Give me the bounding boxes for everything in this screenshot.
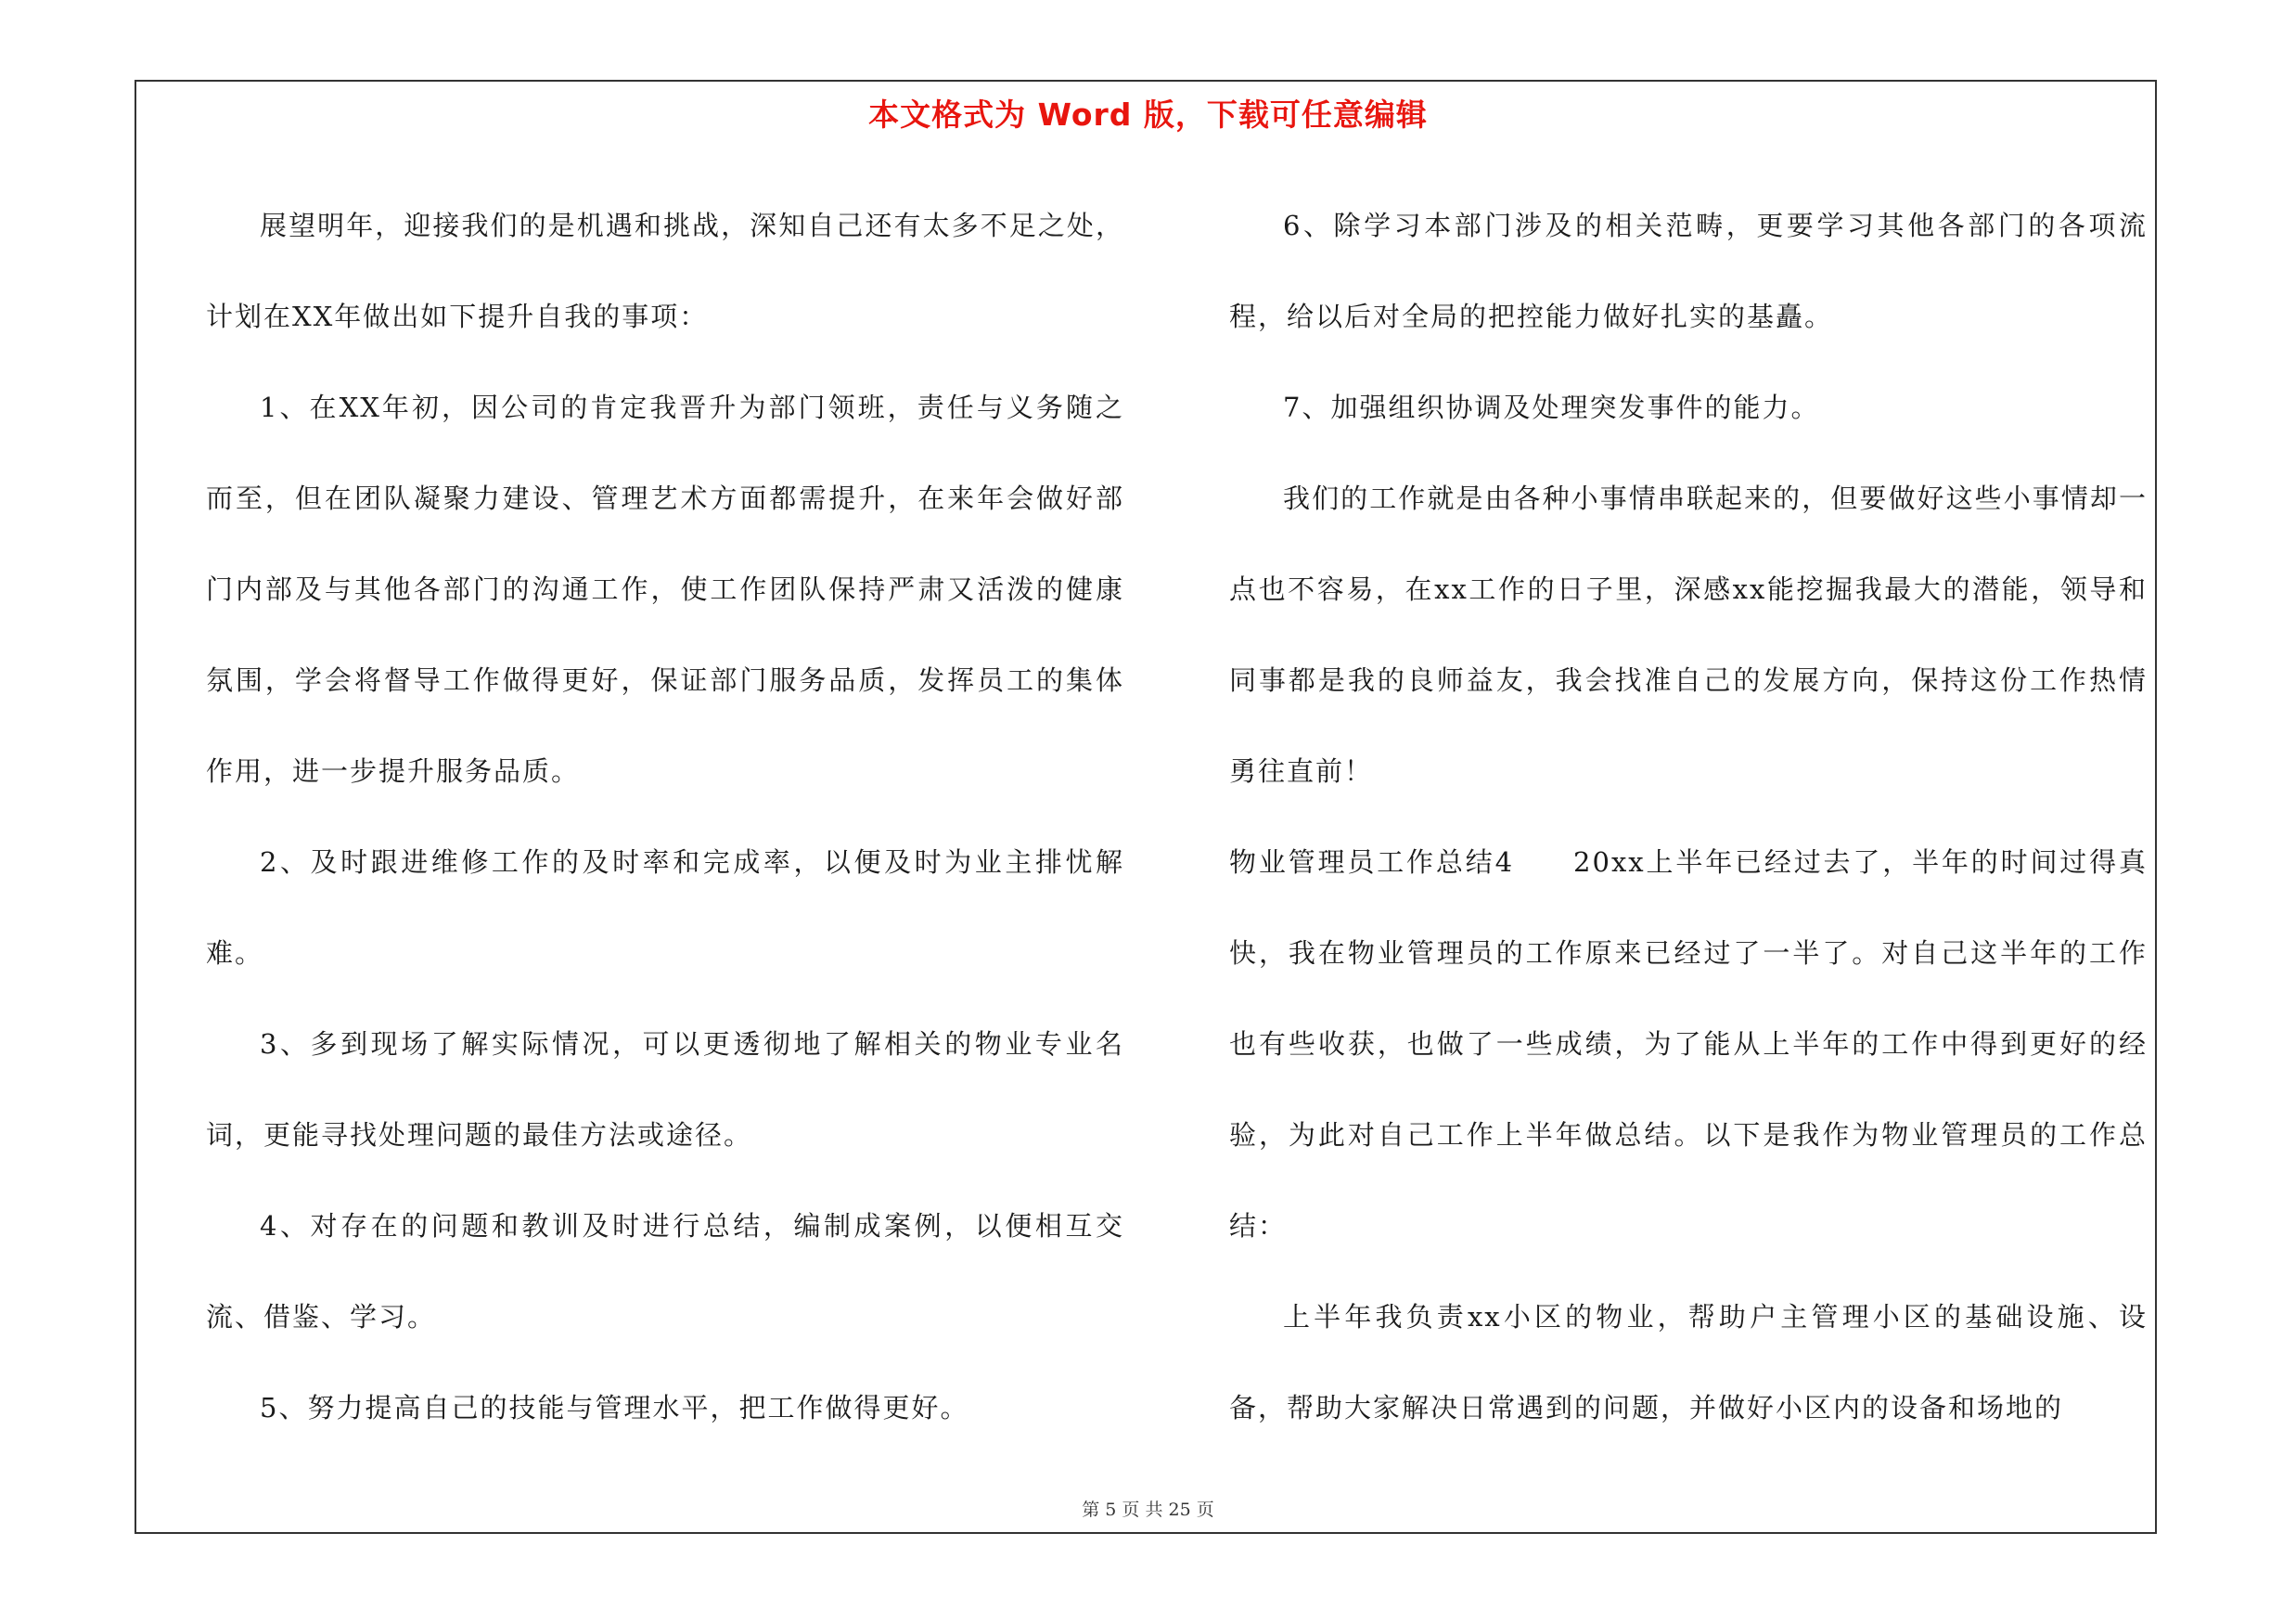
right-text-column	[1229, 180, 2148, 1453]
paragraph-item-1: 1、在XX年初，因公司的肯定我晋升为部门领班，责任与义务随之而至，但在团队凝聚力建设、管理艺术方面都需提升，在来年会做好部门内部及与其他各部门的沟通工作，使工作团队保持严肃又活泼的健康氛围，学会将督导工作做得更好，保证部门服务品质，发挥员工的集体作用，进一步提升服务品质。	[206, 392, 1124, 787]
paragraph-item-6: 6、除学习本部门涉及的相关范畴，更要学习其他各部门的各项流程，给以后对全局的把控能力做好扎实的基矗。	[1229, 210, 2148, 332]
paragraph-item-2: 2、及时跟进维修工作的及时率和完成率，以便及时为业主排忧解难。	[206, 846, 1124, 969]
paragraph-intro: 展望明年，迎接我们的是机遇和挑战，深知自己还有太多不足之处，计划在XX年做出如下提升自我的事项：	[206, 210, 1124, 332]
paragraph-item-5: 5、努力提高自己的技能与管理水平，把工作做得更好。	[260, 1392, 969, 1423]
document-header-banner: 本文格式为 Word 版，下载可任意编辑	[868, 97, 1428, 133]
section-paragraph	[1229, 817, 2148, 1271]
paragraph-item-4: 4、对存在的问题和教训及时进行总结，编制成案例，以便相互交流、借鉴、学习。	[206, 1210, 1124, 1333]
section-body: 20xx上半年已经过去了，半年的时间过得真快，我在物业管理员的工作原来已经过了一半了。对自己这半年的工作也有些收获，也做了一些成绩，为了能从上半年的工作中得到更好的经验，为此对自己工作上半年做总结。以下是我作为物业管理员的工作总结：	[1229, 846, 2148, 1242]
paragraph-closing: 上半年我负责xx小区的物业，帮助户主管理小区的基础设施、设备，帮助大家解决日常遇到的问题，并做好小区内的设备和场地的	[1229, 1301, 2148, 1423]
section-title: 物业管理员工作总结4	[1229, 846, 1515, 878]
paragraph-item-3: 3、多到现场了解实际情况，可以更透彻地了解相关的物业专业名词，更能寻找处理问题的最佳方法或途径。	[206, 1028, 1124, 1151]
page-number-footer: 第 5 页 共 25 页	[1082, 1500, 1214, 1520]
left-text-column	[206, 180, 1124, 1453]
paragraph-item-7: 7、加强组织协调及处理突发事件的能力。	[1283, 392, 1820, 423]
paragraph-reflection: 我们的工作就是由各种小事情串联起来的，但要做好这些小事情却一点也不容易，在xx工作的日子里，深感xx能挖掘我最大的潜能，领导和同事都是我的良师益友，我会找准自己的发展方向，保持这份工作热情勇往直前！	[1229, 483, 2148, 787]
